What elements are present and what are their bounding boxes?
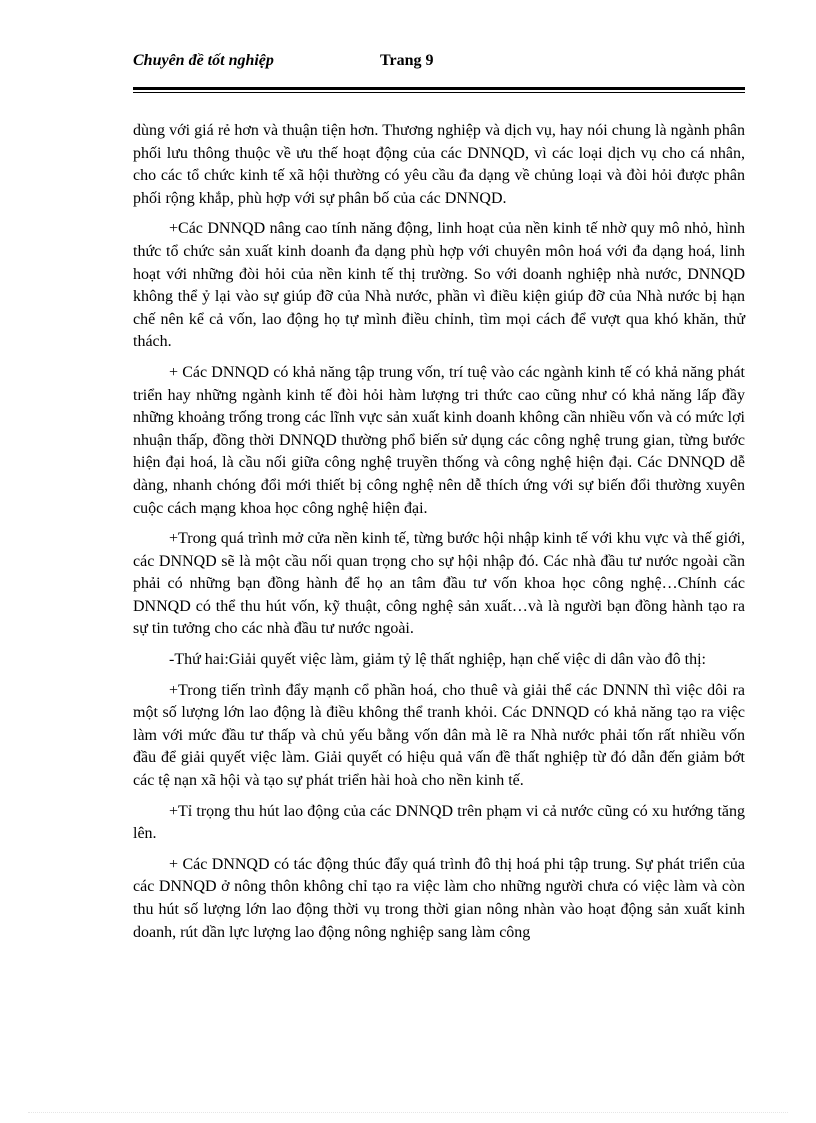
paragraph: +Tỉ trọng thu hút lao động của các DNNQD trên phạm vi cả nước cũng có xu hướng tăng lên. bbox=[133, 802, 745, 843]
page-bottom-border bbox=[28, 1112, 788, 1113]
paragraph: +Trong tiến trình đẩy mạnh cổ phần hoá, cho thuê và giải thể các DNNN thì việc dôi ra một số lượng lớn lao động là điều không thể tranh khỏi. Các DNNQD có khả năng tạo ra việc làm với mức đầu tư thấp và chủ yếu bằng vốn dân mà lẽ ra Nhà nước phải tốn rất nhiều vốn đầu để giải quyết việc làm. Giải quyết có hiệu quả vấn đề thất nghiệp từ đó dẫn đến giảm bớt các tệ nạn xã hội và tạo sự phát triển hài hoà cho nền kinh tế. bbox=[133, 681, 745, 790]
paragraph: + Các DNNQD có khả năng tập trung vốn, trí tuệ vào các ngành kinh tế có khả năng phát triển hay những ngành kinh tế đòi hỏi hàm lượng tri thức cao cũng như có khả năng lấp đầy những khoảng trống trong các lĩnh vực sản xuất kinh doanh không cần nhiều vốn và có mức lợi nhuận thấp, đồng thời DNNQD thường phổ biến sử dụng các công nghệ trung gian, từng bước hiện đại hoá, là cầu nối giữa công nghệ truyền thống và công nghệ hiện đại. Các DNNQD dễ dàng, nhanh chóng đổi mới thiết bị công nghệ nên dễ thích ứng với sự biến đổi thường xuyên cuộc cách mạng khoa học công nghệ hiện đại. bbox=[133, 363, 745, 517]
paragraph: +Trong quá trình mở cửa nền kinh tế, từng bước hội nhập kinh tế với khu vực và thế giới, các DNNQD sẽ là một cầu nối quan trọng cho sự hội nhập đó. Các nhà đầu tư nước ngoài cần phải có những bạn đồng hành để họ an tâm đầu tư vốn khoa học công nghệ…Chính các DNNQD có thể thu hút vốn, kỹ thuật, công nghệ sản xuất…và là người bạn đồng hành tạo ra sự tin tưởng cho các nhà đầu tư nước ngoài. bbox=[133, 530, 745, 638]
header-rule-thin bbox=[133, 92, 745, 93]
document-title: Chuyên đề tốt nghiệp bbox=[133, 52, 274, 69]
paragraph: dùng với giá rẻ hơn và thuận tiện hơn. Thương nghiệp và dịch vụ, hay nói chung là ngành phân phối lưu thông thuộc về ưu thế hoạt động của các DNNQD, vì các loại dịch vụ cho cá nhân, cho các tổ chức kinh tế xã hội thường có yêu cầu đa dạng về chủng loại và đòi hỏi được phân phối rộng khắp, phù hợp với sự phân bố của các DNNQD. bbox=[133, 122, 745, 207]
paragraph: -Thứ hai:Giải quyết việc làm, giảm tỷ lệ thất nghiệp, hạn chế việc di dân vào đô thị: bbox=[169, 651, 706, 669]
document-body bbox=[133, 120, 745, 952]
paragraph: + Các DNNQD có tác động thúc đẩy quá trình đô thị hoá phi tập trung. Sự phát triển của các DNNQD ở nông thôn không chỉ tạo ra việc làm cho những người chưa có việc làm và còn thu hút số lượng lớn lao động thời vụ trong thời gian nông nhàn vào hoạt động sản xuất kinh doanh, rút dần lực lượng lao động nông nghiệp sang làm công bbox=[133, 855, 745, 941]
page-number: Trang 9 bbox=[380, 52, 434, 69]
paragraph: +Các DNNQD nâng cao tính năng động, linh hoạt của nền kinh tế nhờ quy mô nhỏ, hình thức tổ chức sản xuất kinh doanh đa dạng phù hợp với chuyên môn hoá với đa dạng hoá, linh hoạt với những đòi hỏi của nền kinh tế thị trường. So với doanh nghiệp nhà nước, DNNQD không thể ỷ lại vào sự giúp đỡ của Nhà nước, phần vì điều kiện giúp đỡ của Nhà nước bị hạn chế nên kể cả vốn, lao động họ tự mình điều chỉnh, tìm mọi cách để vượt qua khó khăn, thử thách. bbox=[133, 220, 745, 351]
header-rule-thick bbox=[133, 87, 745, 90]
page-header bbox=[133, 50, 745, 76]
